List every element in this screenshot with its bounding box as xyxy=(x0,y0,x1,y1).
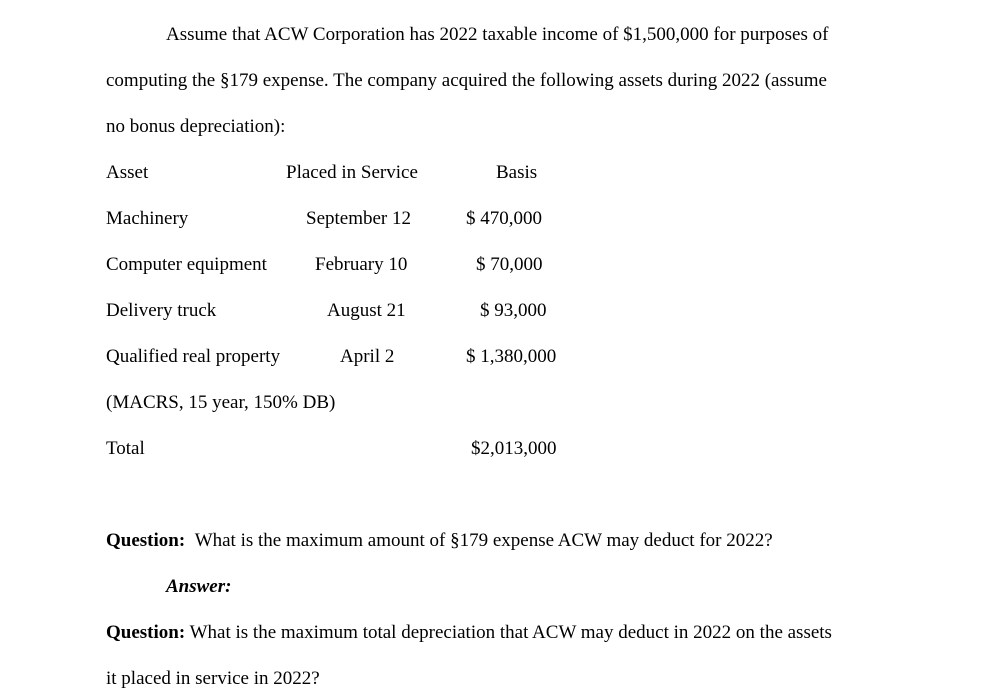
total-value: $2,013,000 xyxy=(471,438,557,459)
row-placed: September 12 xyxy=(306,208,412,229)
header-asset: Asset xyxy=(106,162,149,183)
row-basis: $ 1,380,000 xyxy=(466,346,557,367)
row-asset: Computer equipment xyxy=(106,254,267,275)
row-placed: August 21 xyxy=(327,300,406,321)
row-basis: $ 470,000 xyxy=(466,208,542,229)
intro-line-1: Assume that ACW Corporation has 2022 taxable income of $1,500,000 for purposes of xyxy=(166,24,829,45)
table-note: (MACRS, 15 year, 150% DB) xyxy=(106,392,336,413)
row-basis: $ 70,000 xyxy=(476,254,543,275)
row-asset: Qualified real property xyxy=(106,346,281,367)
total-label: Total xyxy=(106,438,145,459)
row-placed: April 2 xyxy=(340,346,395,367)
question-2-text: What is the maximum total depreciation that ACW may deduct in 2022 on the assets xyxy=(189,622,832,643)
intro-line-2: computing the §179 expense. The company acquired the following assets during 2022 (assume xyxy=(106,70,827,91)
question-1 xyxy=(106,529,773,553)
row-placed: February 10 xyxy=(315,254,408,275)
question-1-text: What is the maximum amount of §179 expense ACW may deduct for 2022? xyxy=(194,530,773,551)
question-1-label: Question: xyxy=(106,530,186,551)
question-2-label: Question: xyxy=(106,622,186,643)
question-2-line-2: it placed in service in 2022? xyxy=(106,668,320,689)
question-2 xyxy=(106,621,832,645)
row-asset: Machinery xyxy=(106,208,189,229)
answer-label: Answer: xyxy=(166,576,232,597)
intro-line-3: no bonus depreciation): xyxy=(106,116,286,137)
header-placed-in-service: Placed in Service xyxy=(286,162,418,183)
row-asset: Delivery truck xyxy=(106,300,217,321)
row-basis: $ 93,000 xyxy=(480,300,547,321)
header-basis: Basis xyxy=(496,162,538,183)
